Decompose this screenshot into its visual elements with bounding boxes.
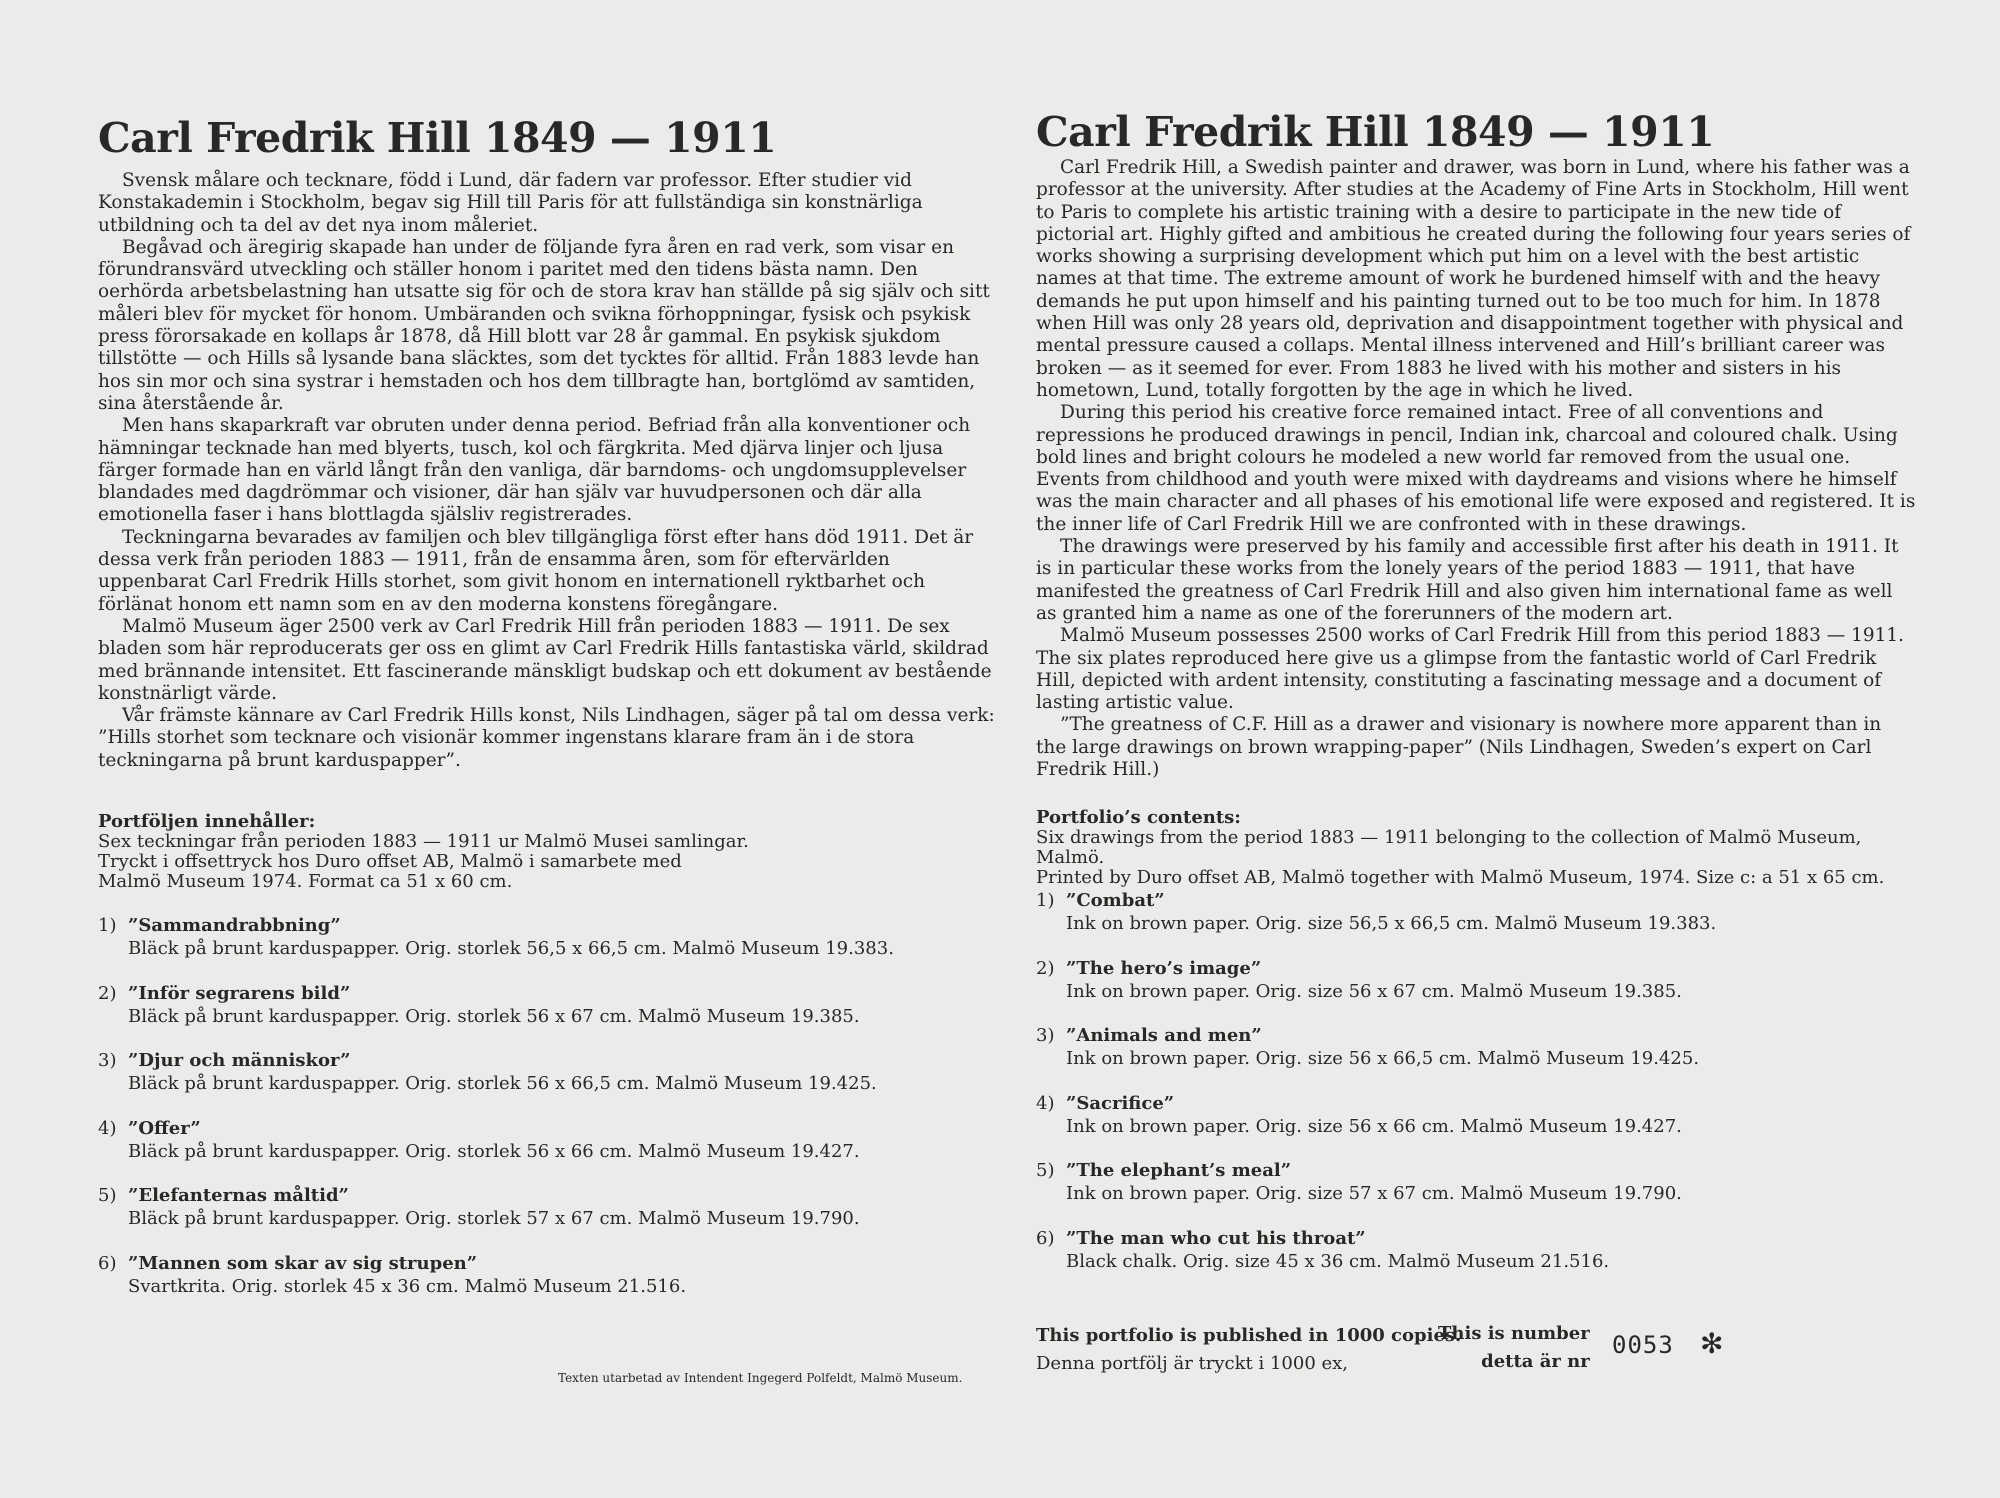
item-number: 5) — [1036, 1160, 1055, 1182]
paragraph: During this period his creative force remained intact. Free of all conventions and repressions he produced drawings in pencil, Indian ink, charcoal and coloured chalk. Using bold lines and bright colours he modeled a new world far removed from the usual one. Events from childhood and youth were mixed with daydreams and visions where he himself was the main character and all phases of his emotional life were exposed and registered. It is the inner life of Carl Fredrik Hill we are confronted with in these drawings. — [1036, 402, 1916, 535]
list-item — [1036, 1228, 1916, 1296]
contents-list-swedish — [98, 915, 998, 1321]
contents-section-english — [1036, 808, 1916, 888]
item-title: ”Inför segrarens bild” — [128, 982, 351, 1004]
item-title: ”The man who cut his throat” — [1066, 1227, 1366, 1249]
item-description: Svartkrita. Orig. storlek 45 x 36 cm. Malmö Museum 21.516. — [128, 1275, 687, 1297]
paragraph: Malmö Museum possesses 2500 works of Carl Fredrik Hill from this period 1883 — 1911. The six plates reproduced here give us a glimpse from the fantastic world of Carl Fredrik Hill, depicted with ardent intensity, constituting a fascinating message and a document of lasting artistic value. — [1036, 625, 1905, 714]
page-title-swedish: Carl Fredrik Hill 1849 — 1911 — [98, 114, 777, 162]
item-description: Bläck på brunt karduspapper. Orig. storlek 56,5 x 66,5 cm. Malmö Museum 19.383. — [128, 938, 894, 959]
paragraph: Begåvad och äregirig skapade han under de följande fyra åren en rad verk, som visar en förundransvärd utveckling och ställer honom i paritet med den tidens bästa namn. Den oerhörda arbetsbelastning han utsatte sig för och de stora krav han ställde på sig själv och sitt måleri blev för mycket för honom. Umbäranden och svikna förhoppningar, fysisk och psykisk press förorsakade en kollaps år 1878, då Hill blott var 28 år gammal. En psykisk sjukdom tillstötte — och Hills så lysande bana släcktes, som det tycktes för alltid. Från 1883 levde han hos sin mor och sina systrar i hemstaden och hos dem tillbragte han, bortglömd av samtiden, sina återstående år. — [98, 236, 990, 414]
item-description: Ink on brown paper. Orig. size 56,5 x 66,5 cm. Malmö Museum 19.383. — [1066, 913, 1717, 934]
paragraph: Vår främste kännare av Carl Fredrik Hills konst, Nils Lindhagen, säger på tal om dessa verk: ”Hills storhet som tecknare och visionär kommer ingenstans klarare fram än i de stora teckningarna på brunt karduspapper”. — [98, 705, 995, 771]
item-description: Bläck på brunt karduspapper. Orig. storlek 56 x 66,5 cm. Malmö Museum 19.425. — [128, 1073, 877, 1095]
contents-heading: Portföljen innehåller: — [98, 811, 316, 832]
number-label-english: This is number — [1438, 1323, 1590, 1344]
paragraph: Malmö Museum äger 2500 verk av Carl Fredrik Hill från perioden 1883 — 1911. De sex bladen som här reproducerats ger oss en glimt av Carl Fredrik Hills fantastiska värld, skildrad med brännande intensitet. Ett fascinerande mänskligt budskap och ett dokument av bestående konstnärligt värde. — [98, 615, 992, 704]
contents-line: Malmö Museum 1974. Format ca 51 x 60 cm. — [98, 871, 513, 892]
swedish-body — [98, 170, 998, 772]
item-number: 6) — [98, 1252, 117, 1274]
serial-number: 0053 — [1612, 1331, 1674, 1359]
list-item — [1036, 1025, 1916, 1093]
page-title-english: Carl Fredrik Hill 1849 — 1911 — [1036, 108, 1715, 156]
paragraph: Teckningarna bevarades av familjen och blev tillgängliga först efter hans död 1911. Det är dessa verk från perioden 1883 — 1911, från de ensamma åren, som för eftervärlden uppenbarat Carl Fredrik Hills storhet, som givit honom en internationell ryktbarhet och förlänat honom ett namn som en av den moderna konstens föregångare. — [98, 526, 974, 615]
item-title: ”The elephant’s meal” — [1066, 1160, 1292, 1182]
item-title: ”Animals and men” — [1066, 1025, 1262, 1047]
item-number: 5) — [98, 1185, 117, 1207]
list-item — [98, 983, 998, 1051]
item-title: ”Djur och människor” — [128, 1050, 351, 1072]
item-description: Ink on brown paper. Orig. size 56 x 66 cm. Malmö Museum 19.427. — [1066, 1115, 1682, 1137]
number-label — [1438, 1320, 1590, 1376]
author-credit: Texten utarbetad av Intendent Ingegerd Polfeldt, Malmö Museum. — [558, 1371, 963, 1385]
paragraph: Men hans skaparkraft var obruten under denna period. Befriad från alla konventioner och hämningar tecknade han med blyerts, tusch, kol och färgkrita. Med djärva linjer och ljusa färger formade han en värld långt från den vanliga, där barndoms- och ungdomsupplevelser blandades med dagdrömmar och visioner, där han själv var huvudpersonen och där alla emotionella faser i hans blottlagda själsliv registrerades. — [98, 415, 971, 526]
item-title: ”Combat” — [1066, 890, 1165, 911]
number-label-swedish: detta är nr — [1481, 1351, 1590, 1372]
contents-list-english — [1036, 890, 1916, 1296]
item-number: 1) — [98, 915, 117, 936]
paragraph: Carl Fredrik Hill, a Swedish painter and drawer, was born in Lund, where his father was a professor at the university. After studies at the Academy of Fine Arts in Stockholm, Hill went to Paris to complete his artistic training with a desire to participate in the new tide of pictorial art. Highly gifted and ambitious he created during the following four years series of works showing a surprising development which put him on a level with the best artistic names at that time. The extreme amount of work he burdened himself with and the heavy demands he put upon himself and his painting turned out to be too much for him. In 1878 when Hill was only 28 years old, deprivation and disappointment together with physical and mental pressure caused a collaps. Mental illness intervened and Hill’s brilliant career was broken — as it seemed for ever. From 1883 he lived with his mother and sisters in his hometown, Lund, totally forgotten by the age in which he lived. — [1036, 157, 1911, 401]
list-item — [98, 1050, 998, 1118]
contents-section-swedish — [98, 812, 998, 892]
paragraph: ”The greatness of C.F. Hill as a drawer and visionary is nowhere more apparent than in the large drawings on brown wrapping-paper” (Nils Lindhagen, Sweden’s expert on Carl Fredrik Hill.) — [1036, 714, 1882, 781]
item-description: Ink on brown paper. Orig. size 57 x 67 cm. Malmö Museum 19.790. — [1066, 1183, 1682, 1205]
publication-line-swedish: Denna portfölj är tryckt i 1000 ex, — [1036, 1353, 1349, 1374]
item-number: 2) — [1036, 957, 1055, 979]
item-description: Bläck på brunt karduspapper. Orig. storlek 57 x 67 cm. Malmö Museum 19.790. — [128, 1208, 860, 1230]
item-number: 4) — [1036, 1092, 1055, 1114]
contents-line: Sex teckningar från perioden 1883 — 1911 ur Malmö Musei samlingar. — [98, 831, 749, 852]
list-item — [1036, 890, 1916, 958]
item-title: ”Sacrifice” — [1066, 1092, 1175, 1114]
contents-line: Printed by Duro offset AB, Malmö together with Malmö Museum, 1974. Size c: a 51 x 65 cm. — [1036, 867, 1885, 888]
asterisk-mark-icon: ✻ — [1700, 1327, 1724, 1360]
list-item — [98, 1118, 998, 1186]
item-title: ”Sammandrabbning” — [128, 915, 341, 936]
item-number: 4) — [98, 1117, 117, 1139]
list-item — [1036, 958, 1916, 1026]
contents-line: Tryckt i offsettryck hos Duro offset AB, Malmö i samarbete med — [98, 851, 682, 872]
publication-line-english: This portfolio is published in 1000 copies. — [1036, 1325, 1462, 1346]
item-description: Ink on brown paper. Orig. size 56 x 66,5 cm. Malmö Museum 19.425. — [1066, 1048, 1700, 1070]
contents-heading: Portfolio’s contents: — [1036, 807, 1241, 828]
item-description: Bläck på brunt karduspapper. Orig. storlek 56 x 67 cm. Malmö Museum 19.385. — [128, 1005, 860, 1027]
publication-statement — [1036, 1322, 1461, 1378]
item-title: ”Mannen som skar av sig strupen” — [128, 1252, 478, 1274]
item-number: 3) — [1036, 1025, 1055, 1047]
item-description: Bläck på brunt karduspapper. Orig. storlek 56 x 66 cm. Malmö Museum 19.427. — [128, 1140, 860, 1162]
item-title: ”Offer” — [128, 1117, 201, 1139]
paragraph: Svensk målare och tecknare, född i Lund, där fadern var professor. Efter studier vid Konstakademin i Stockholm, begav sig Hill till Paris för att fullständiga sin konstnärliga utbildning och ta del av det nya inom måleriet. — [98, 170, 923, 236]
item-description: Black chalk. Orig. size 45 x 36 cm. Malmö Museum 21.516. — [1066, 1250, 1610, 1272]
contents-line: Six drawings from the period 1883 — 1911 belonging to the collection of Malmö Museum, Malmö. — [1036, 827, 1862, 868]
list-item — [98, 1185, 998, 1253]
item-title: ”The hero’s image” — [1066, 957, 1262, 979]
item-number: 1) — [1036, 890, 1055, 911]
list-item — [98, 1253, 998, 1321]
item-description: Ink on brown paper. Orig. size 56 x 67 cm. Malmö Museum 19.385. — [1066, 980, 1682, 1002]
item-number: 2) — [98, 982, 117, 1004]
list-item — [1036, 1093, 1916, 1161]
paragraph: The drawings were preserved by his family and accessible first after his death in 1911. It is in particular these works from the lonely years of the period 1883 — 1911, that have manifested the greatness of Carl Fredrik Hill and also given him international fame as well as granted him a name as one of the forerunners of the modern art. — [1036, 536, 1899, 624]
item-number: 3) — [98, 1050, 117, 1072]
list-item — [98, 915, 998, 983]
english-body — [1036, 157, 1916, 781]
item-number: 6) — [1036, 1227, 1055, 1249]
item-title: ”Elefanternas måltid” — [128, 1185, 349, 1207]
list-item — [1036, 1160, 1916, 1228]
